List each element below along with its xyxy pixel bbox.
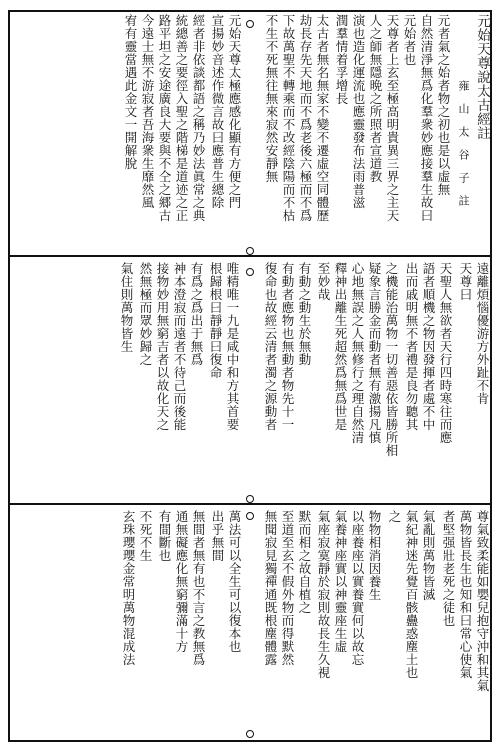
text-column: 然無極而眾妙歸之 <box>138 262 153 366</box>
text-column: 路平坦之安途廣良大要與不仝之郷古 <box>157 14 172 222</box>
text-column: 今遠士無不游寂者吾海衆生靡然風 <box>140 14 155 209</box>
text-column: 之機能治萬物一切善惡依皆勝所相 <box>384 262 399 457</box>
text-column: 天聖人無欲者天行四時寒往而應 <box>438 262 453 444</box>
text-column: 出而戚明無不者禮是良勿聽其 <box>404 262 419 431</box>
text-column: 神本澄寂而遠者不待己而後能 <box>172 262 187 431</box>
text-column: 元始者也 <box>402 14 417 66</box>
section-divider-lower <box>8 503 492 505</box>
text-column: 唯精唯一九是咸中和方其首要 <box>225 262 240 431</box>
text-column: 之 <box>387 510 402 523</box>
margin-ring-marker <box>246 495 254 503</box>
text-column: 自然清淨無爲化羣衆妙應接羣生故曰 <box>419 14 434 222</box>
text-column: 釋神出離生死超然爲無爲世是 <box>333 262 348 431</box>
text-column: 元始天尊太極應感化顯有方便之門 <box>227 14 242 209</box>
text-column: 氣紀神迷先覺百骸蠱惑塵土也 <box>404 510 419 679</box>
text-column: 劫長存先天地而不爲老後六極而不爲 <box>298 14 313 222</box>
section-divider-upper <box>8 255 492 257</box>
text-column: 氣養神座實以神靈座生虛 <box>333 510 348 653</box>
text-column: 太古者無名無家不變不遷虛空同體歷 <box>315 14 330 222</box>
text-column: 天尊者上玄至極高明貴異三界之主天 <box>385 14 400 222</box>
text-column: 萬法可以全生可以復本也 <box>227 510 242 653</box>
text-column: 默而相之故自植之 <box>297 510 312 614</box>
margin-ring-marker <box>246 20 254 28</box>
text-column: 氣亂則萬物皆滅 <box>421 510 436 601</box>
text-column: 物物相消因養生 <box>367 510 382 601</box>
text-column: 語者順機之物因發揮者處不中 <box>421 262 436 431</box>
text-column: 經者非依談都語之稱乃妙法眞常之典 <box>191 14 206 222</box>
text-column: 有間斷也 <box>157 510 172 562</box>
text-column: 宣揚妙音述作微言故曰應普生總除 <box>210 14 225 209</box>
text-column: 無間者無有也不言之教無爲 <box>191 510 206 666</box>
text-column: 至道至玄不假外物而得默然 <box>280 510 295 666</box>
text-column: 以座養座以實養實何以故忘 <box>350 510 365 666</box>
text-column: 有爲之爲出于無爲 <box>189 262 204 366</box>
text-column: 宥有靈當遇此金文一開解脫 <box>123 14 138 170</box>
text-column: 者堅强壯老死之徒也 <box>441 510 456 627</box>
text-column: 遠離煩惱優游方外趾不肯 <box>475 262 490 405</box>
text-column: 氣座寂寞靜於寂則故長生久視 <box>316 510 331 679</box>
text-column: 根歸根曰靜靜曰復命 <box>208 262 223 379</box>
text-column: 至妙哉 <box>316 262 331 301</box>
text-column: 心地無誤之人無修行之理自然清 <box>350 262 365 444</box>
text-column: 不生不死無往無來寂然安靜無 <box>264 14 279 183</box>
text-column: 尊氣致柔能如嬰兒抱守沖和其氣 <box>475 510 490 692</box>
margin-ring-marker <box>246 730 254 738</box>
text-column: 統總善之要徑入聖之階梯是道迹之正 <box>174 14 189 222</box>
text-column: 不死不生 <box>138 510 153 562</box>
scripture-title: 元始天尊說太古經註 <box>474 14 490 140</box>
commentator-byline: 雍 山 太 谷 子 註 <box>457 80 470 207</box>
margin-ring-marker <box>246 268 254 276</box>
text-column: 元者氣之始者物之初也是以虛無 <box>436 14 451 196</box>
text-column: 出乎無間 <box>210 510 225 562</box>
text-column: 氣住則萬物皆生 <box>119 262 134 353</box>
text-column: 接物妙用無窮吉者以故化天之 <box>155 262 170 431</box>
text-column: 天尊曰 <box>458 262 473 301</box>
text-column: 有動者應物也無動者物先十一 <box>280 262 295 431</box>
text-column: 演也造化運流也應靈發布法雨普滋 <box>351 14 366 209</box>
text-column: 復命也故經云清者濁之源動者 <box>263 262 278 431</box>
text-column: 無聞寂見獨禪通既根塵體露 <box>263 510 278 666</box>
text-column: 人之師無隱晩之所照者宣道教 <box>368 14 383 183</box>
text-column: 疑象言勝金而動者無有激揚凡慎 <box>367 262 382 444</box>
margin-ring-marker <box>246 512 254 520</box>
text-column: 下故萬聖不轉乘而不改經陰陽而不枯 <box>281 14 296 222</box>
margin-ring-marker <box>246 247 254 255</box>
text-column: 有動之動生於無動 <box>297 262 312 366</box>
text-column: 萬物皆長生也知和曰常心使氣 <box>458 510 473 679</box>
text-column: 通無礙應化無窮彌滿十方 <box>174 510 189 653</box>
text-column: 潤羣情着孚增長 <box>334 14 349 105</box>
text-column: 玄珠瓔瓔金常明萬物混成法 <box>121 510 136 666</box>
